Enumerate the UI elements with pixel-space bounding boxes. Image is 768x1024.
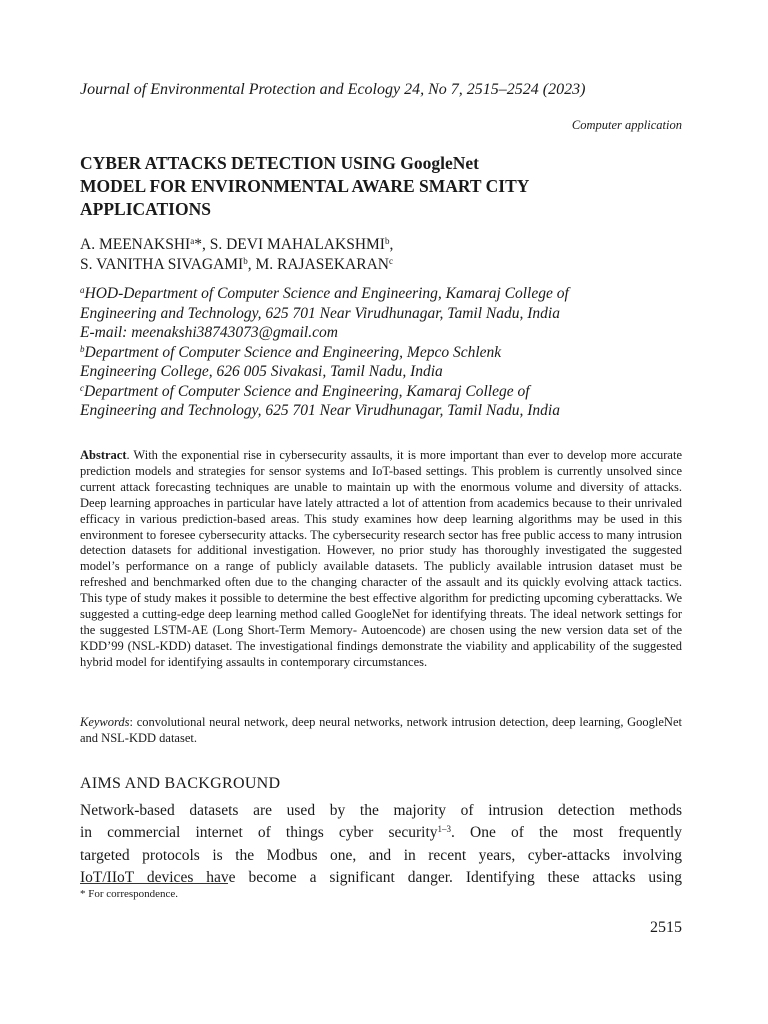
affil-mark: a [190, 236, 195, 246]
affiliation-text: Engineering and Technology, 625 701 Near Virudhunagar, Tamil Nadu, India [80, 402, 560, 419]
author-separator: , [389, 236, 394, 253]
title-line: APPLICATIONS [80, 199, 211, 219]
keywords-label: Keywords [80, 715, 130, 729]
affiliations [80, 284, 690, 421]
affil-mark: c [388, 256, 393, 266]
affil-mark: b [80, 343, 85, 354]
author-list [80, 235, 690, 275]
body-line [80, 822, 682, 844]
email-text: E-mail: meenakshi38743073@gmail.com [80, 324, 338, 341]
footnote-rule [80, 883, 228, 884]
abstract-label: Abstract [80, 448, 127, 462]
affiliation-text: Department of Computer Science and Engineering, Kamaraj College of [84, 382, 530, 400]
affil-mark: b [384, 236, 390, 246]
author-name: , M. RAJASEKARAN [247, 256, 389, 273]
affiliation-line [80, 401, 690, 421]
author-line [80, 235, 690, 255]
body-line-text: IoT/IIoT devices have become a significant danger. Identifying these attacks using [80, 869, 682, 887]
affiliation-line [80, 362, 690, 382]
affiliation-line [80, 343, 690, 363]
author-name: A. MEENAKSHI [80, 236, 191, 253]
title-line: CYBER ATTACKS DETECTION USING GoogleNet [80, 153, 479, 173]
body-text [80, 800, 682, 890]
page-number: 2515 [650, 919, 682, 936]
affiliation-line [80, 304, 690, 324]
body-line [80, 867, 682, 889]
affiliation-text: Department of Computer Science and Engineering, Mepco Schlenk [84, 343, 502, 361]
keywords [80, 715, 682, 747]
author-name: S. VANITHA SIVAGAMI [80, 256, 244, 273]
body-line-text: . One of the most frequently [451, 824, 682, 842]
body-line-text: Network-based datasets are used by the majority of intrusion detection methods [80, 802, 682, 819]
paper-title [80, 152, 690, 221]
footnote: * For correspondence. [80, 888, 179, 900]
body-line-text: in commercial internet of things cyber security [80, 824, 438, 842]
affiliation-text: Engineering College, 626 005 Sivakasi, Tamil Nadu, India [80, 363, 443, 380]
body-line-text: targeted protocols is the Modbus one, and in recent years, cyber-attacks involving [80, 846, 682, 864]
abstract [80, 448, 682, 671]
journal-citation: Journal of Environmental Protection and Ecology 24, No 7, 2515–2524 (2023) [80, 81, 586, 98]
citation-mark: 1–3 [437, 824, 452, 835]
section-heading: AIMS AND BACKGROUND [80, 775, 281, 792]
affil-mark: c [80, 382, 84, 393]
affiliation-text: HOD-Department of Computer Science and Engineering, Kamaraj College of [84, 285, 569, 302]
section-tag: Computer application [571, 118, 682, 132]
affiliation-line [80, 323, 690, 343]
body-line [80, 845, 682, 867]
affiliation-text: Engineering and Technology, 625 701 Near Virudhunagar, Tamil Nadu, India [80, 304, 560, 322]
author-line [80, 255, 690, 275]
affil-mark: b [243, 256, 248, 266]
affil-mark: a [80, 285, 85, 295]
author-name: *, S. DEVI MAHALAKSHMI [194, 236, 385, 253]
keywords-text: : convolutional neural network, deep neural networks, network intrusion detection, deep learning, GoogleNet and NSL-KDD dataset. [80, 715, 682, 745]
affiliation-line [80, 382, 690, 402]
title-line: MODEL FOR ENVIRONMENTAL AWARE SMART CITY [80, 176, 530, 196]
affiliation-line [80, 284, 690, 304]
body-line [80, 800, 682, 822]
abstract-text: . With the exponential rise in cybersecurity assaults, it is more important than ever to develop more accurate prediction models and strategies for sensor systems and IoT-based settings. This problem is currently unsolved since current attack forecasting techniques are unable to maintain up with the enormous volume and diversity of attacks. Deep learning approaches in particular have lately attracted a lot of attention from academics because to their unrivaled efficacy in various prediction-based areas. This study examines how deep learning algorithms may be used in this environment to foresee cybersecurity attacks. The cybersecurity research sector has free public access to many intrusion detection datasets for additional investigation. However, no prior study has thoroughly investigated the suggested model’s performance on a range of publicly available datasets. The publicly available intrusion dataset must be refreshed and benchmarked often due to the changing character of the assault and its quickly evolving attack tactics. This type of study makes it possible to determine the best effective algorithm for predicting upcoming cyberattacks. We suggested a cutting-edge deep learning method called GoogleNet for identifying threats. The ideal network settings for the suggested LSTM-AE (Long Short-Term Memory- Autoencode) are chosen using the new version data set of the KDD’99 (NSL-KDD) dataset. The investigational findings demonstrate the viability and applicability of the suggested hybrid model for identifying assaults in contemporary circumstances. [80, 448, 682, 669]
